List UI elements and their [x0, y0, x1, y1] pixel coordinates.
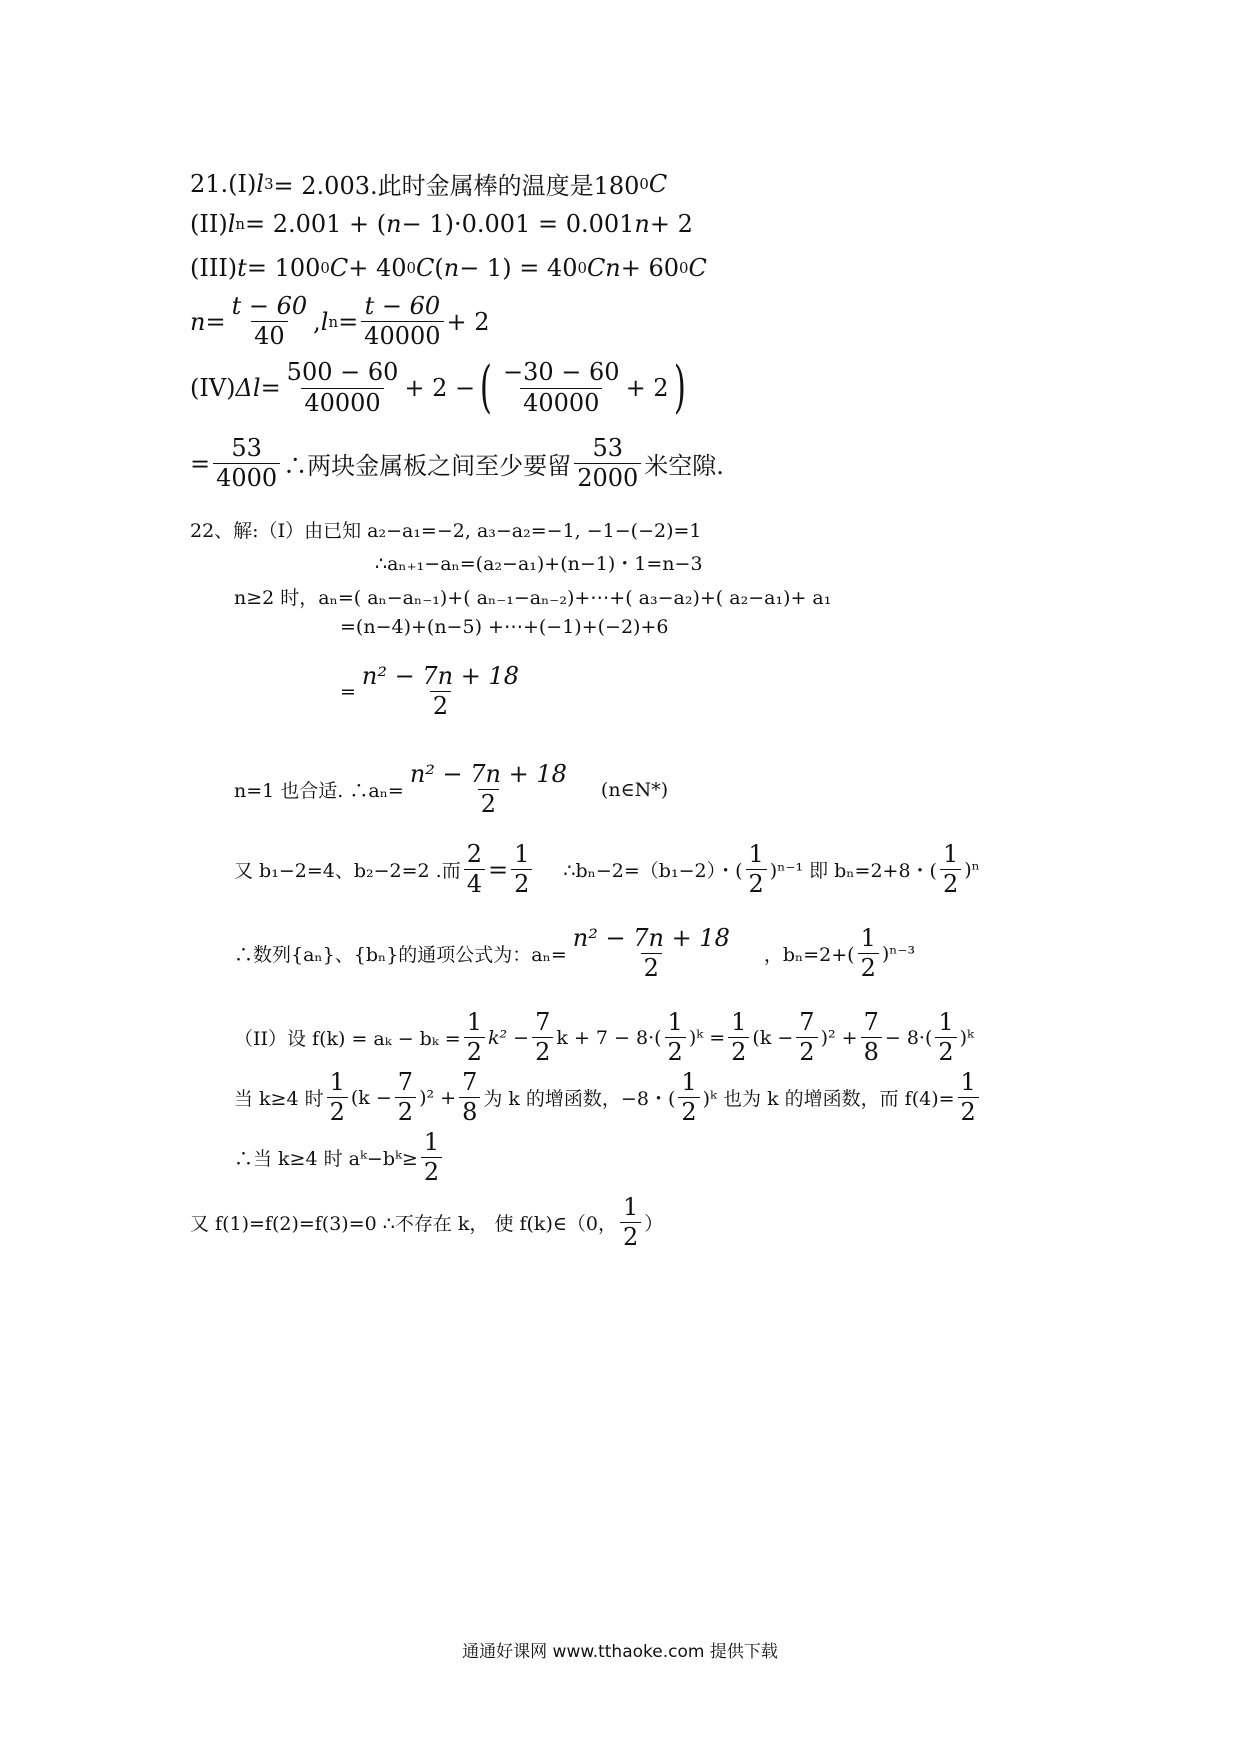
- q22-line-6: [234, 762, 668, 817]
- q21-line-6: [190, 436, 724, 491]
- fraction: [464, 1010, 485, 1065]
- q22-text: )ⁿ⁻³: [881, 942, 916, 965]
- denominator: 2: [430, 691, 451, 719]
- numerator: 1: [466, 1008, 483, 1036]
- q22-line-10: [234, 1070, 982, 1125]
- sup-0: 0: [406, 259, 416, 277]
- delta-l: Δl: [235, 374, 261, 402]
- fraction: [464, 842, 485, 897]
- denominator: 40000: [301, 388, 383, 416]
- unit-c: C: [688, 254, 707, 282]
- q21-part-label: (II): [190, 210, 228, 238]
- q22-text: )ⁿ⁻¹ 即 bₙ=2+8・(: [769, 860, 937, 883]
- q22-text: 又 b₁−2=4、b₂−2=2 .而: [234, 860, 461, 883]
- denominator: 2: [858, 953, 879, 981]
- numerator: 1: [938, 1008, 954, 1036]
- fraction: [361, 294, 443, 349]
- q22-line-2: [375, 549, 703, 576]
- denominator: 2: [511, 869, 532, 897]
- numerator: 1: [667, 1008, 683, 1036]
- q22-line-8: [234, 926, 915, 981]
- denominator: 2: [728, 1037, 749, 1065]
- var-n: n: [443, 254, 460, 282]
- fraction: [284, 360, 402, 415]
- numerator: 1: [329, 1068, 345, 1096]
- q21-line-5: [190, 355, 690, 420]
- denominator: 2: [464, 1037, 485, 1065]
- q21-line-4: [190, 294, 490, 349]
- page-footer: 通通好课网 www.tthaoke.com 提供下载: [462, 1642, 778, 1662]
- var-n: n: [190, 307, 206, 336]
- sup-0: 0: [320, 259, 330, 277]
- q22-text: (n∈N*): [600, 778, 669, 801]
- left-paren: (: [480, 355, 493, 420]
- expr: (k −: [350, 1086, 392, 1109]
- expr: = 2.001 + (: [244, 210, 387, 238]
- fraction: [327, 1070, 348, 1125]
- fraction: [532, 1010, 553, 1065]
- denominator: 2: [665, 1037, 686, 1065]
- denominator: 2: [620, 1222, 641, 1250]
- unit-c: C: [415, 254, 435, 282]
- q22-text: 又 f(1)=f(2)=f(3)=0 ∴不存在 k， 使 f(k)∈（0，: [190, 1213, 618, 1236]
- numerator: n² − 7n + 18: [572, 924, 730, 952]
- q21-line-1: [190, 166, 667, 201]
- comma: ,: [313, 307, 321, 336]
- fraction: [678, 1070, 699, 1125]
- expr: = 100: [246, 254, 321, 282]
- expr: + 60: [620, 254, 680, 282]
- expr: − 1) = 40: [459, 254, 578, 282]
- equals: =: [190, 449, 211, 478]
- numerator: 1: [731, 1008, 747, 1036]
- unit-c: C: [648, 169, 668, 198]
- var-n: n: [634, 210, 650, 238]
- numerator: 1: [860, 924, 876, 952]
- denominator: 40000: [520, 388, 602, 416]
- fraction: [421, 1130, 442, 1185]
- q22-line-11: [234, 1130, 445, 1185]
- numerator: −30 − 60: [503, 358, 620, 387]
- denominator: 40000: [361, 321, 443, 349]
- fraction: [935, 1010, 956, 1065]
- numerator: t − 60: [231, 292, 308, 320]
- q21-line-3: [190, 254, 707, 282]
- sup-0: 0: [639, 174, 649, 193]
- denominator: 2: [678, 1097, 699, 1125]
- q22-text: =(n−4)+(n−5) +⋯+(−1)+(−2)+6: [340, 616, 669, 638]
- q22-text: ∴aₙ₊₁−aₙ=(a₂−a₁)+(n−1)・1=n−3: [375, 553, 703, 575]
- denominator: 8: [459, 1097, 480, 1125]
- fraction: [958, 1070, 979, 1125]
- q22-line-4: [340, 616, 668, 638]
- fraction: [459, 1070, 480, 1125]
- var-t: t: [237, 254, 247, 282]
- q22-text: )ᵏ 也为 k 的增函数，而 f(4)=: [702, 1088, 955, 1111]
- expr: )² +: [419, 1086, 457, 1109]
- q21-part-label: 21.(I): [190, 169, 257, 198]
- denominator: 2: [796, 1037, 817, 1065]
- q22-line-7: [234, 842, 980, 897]
- fraction: [213, 436, 280, 491]
- denominator: 2: [532, 1037, 553, 1065]
- conclusion-text: 米空隙.: [644, 452, 724, 481]
- expr: )ᵏ =: [688, 1026, 726, 1049]
- numerator: 7: [535, 1008, 551, 1036]
- q22-line-3: [234, 583, 831, 610]
- denominator: 2: [958, 1097, 979, 1125]
- expr: + 2: [649, 210, 693, 238]
- denominator: 2: [478, 789, 499, 817]
- q22-line-1: [190, 516, 702, 543]
- expr: k² −: [488, 1026, 530, 1049]
- var-l: l: [256, 169, 265, 198]
- fraction: [511, 842, 532, 897]
- q22-text: ）: [644, 1213, 664, 1236]
- numerator: 500 − 60: [286, 358, 399, 387]
- q21-line-2: [190, 210, 693, 238]
- denominator: 2000: [574, 463, 641, 491]
- denominator: 2: [395, 1097, 416, 1125]
- q22-text: n≥2 时，aₙ=( aₙ−aₙ₋₁)+( aₙ₋₁−aₙ₋₂)+⋯+( a₃−a₂)+( a₂−a₁)+ a₁: [234, 587, 832, 609]
- fraction: [796, 1010, 817, 1065]
- q22-text: ∴bₙ−2=（b₁−2）・(: [563, 860, 743, 883]
- equals: =: [205, 307, 226, 336]
- expr: + 2: [625, 374, 669, 402]
- fraction: [620, 1195, 641, 1250]
- denominator: 4: [464, 869, 485, 897]
- q22-text: 为 k 的增函数，−8・(: [483, 1088, 676, 1111]
- fraction: [395, 1070, 416, 1125]
- sub-3: 3: [264, 174, 274, 193]
- expr: k + 7 − 8·(: [556, 1026, 662, 1049]
- numerator: 7: [799, 1008, 815, 1036]
- fraction: [861, 1010, 882, 1065]
- numerator: 7: [863, 1008, 879, 1036]
- fraction: [407, 762, 570, 817]
- fraction: [229, 294, 311, 349]
- q22-text: （II）设 f(k) = aₖ − bₖ =: [234, 1028, 461, 1051]
- q22-text: ，bₙ=2+(: [763, 944, 855, 967]
- equals: =: [338, 307, 359, 336]
- q21-text: = 2.003.此时金属棒的温度是180: [273, 172, 640, 200]
- numerator: 1: [748, 840, 764, 868]
- q22-text: ∴数列{aₙ}、{bₙ}的通项公式为：aₙ=: [234, 944, 567, 967]
- q22-text: 22、解:（I）由已知 a₂−a₁=−2, a₃−a₂=−1, −1−(−2)=1: [190, 520, 702, 542]
- q22-text: )ⁿ: [964, 858, 980, 881]
- denominator: 2: [641, 953, 662, 981]
- fraction: [359, 664, 522, 719]
- sup-0: 0: [577, 259, 587, 277]
- expr: + 2 −: [404, 374, 476, 402]
- denominator: 2: [421, 1157, 442, 1185]
- expr: − 8·(: [884, 1026, 933, 1049]
- q21-part-label: (III): [190, 254, 238, 282]
- numerator: 2: [466, 840, 482, 868]
- unit-cn: Cn: [586, 254, 621, 282]
- numerator: 1: [681, 1068, 697, 1096]
- numerator: 1: [423, 1128, 440, 1156]
- expr: (: [434, 254, 444, 282]
- q22-text: 当 k≥4 时: [234, 1088, 324, 1111]
- fraction: [574, 436, 641, 491]
- denominator: 2: [327, 1097, 348, 1125]
- q22-line-9: [234, 1010, 974, 1065]
- fraction: [940, 842, 961, 897]
- denominator: 8: [861, 1037, 882, 1065]
- expr: )ᵏ: [959, 1026, 974, 1049]
- numerator: n² − 7n + 18: [361, 662, 519, 690]
- expr: − 1)·0.001 = 0.001: [401, 210, 635, 238]
- denominator: 2: [746, 869, 767, 897]
- q22-text: n=1 也合适. ∴aₙ=: [234, 780, 404, 803]
- expr: )² +: [820, 1026, 858, 1049]
- denominator: 2: [940, 869, 961, 897]
- equals: =: [260, 374, 281, 402]
- var-n: n: [386, 210, 402, 238]
- right-paren: ): [673, 355, 686, 420]
- equals: =: [340, 680, 356, 703]
- conclusion-text: ∴两块金属板之间至少要留: [283, 452, 572, 481]
- fraction: [728, 1010, 749, 1065]
- q22-line-12: [190, 1195, 663, 1250]
- sub-n: n: [328, 312, 339, 331]
- var-l: l: [320, 307, 329, 336]
- numerator: 7: [397, 1068, 414, 1096]
- q21-part-label: (IV): [190, 374, 236, 402]
- expr: + 2: [446, 307, 490, 336]
- numerator: 1: [942, 840, 959, 868]
- equals: =: [488, 855, 509, 884]
- fraction: [746, 842, 767, 897]
- numerator: 53: [592, 434, 623, 462]
- numerator: 1: [514, 840, 530, 868]
- fraction: [500, 360, 623, 415]
- fraction: [570, 926, 733, 981]
- numerator: 1: [623, 1193, 639, 1221]
- sup-0: 0: [679, 259, 689, 277]
- numerator: t − 60: [364, 292, 441, 320]
- var-l: l: [227, 210, 236, 238]
- denominator: 40: [251, 321, 288, 349]
- expr: (k −: [752, 1026, 794, 1049]
- numerator: n² − 7n + 18: [409, 760, 567, 788]
- unit-c: C: [329, 254, 349, 282]
- fraction: [858, 926, 879, 981]
- fraction: [665, 1010, 686, 1065]
- q22-line-5: [340, 664, 525, 719]
- numerator: 1: [960, 1068, 976, 1096]
- sub-n: n: [235, 215, 245, 233]
- numerator: 53: [231, 434, 262, 462]
- numerator: 7: [462, 1068, 478, 1096]
- q22-text: ∴当 k≥4 时 aᵏ−bᵏ≥: [234, 1148, 418, 1171]
- denominator: 2: [935, 1037, 956, 1065]
- expr: + 40: [348, 254, 407, 282]
- denominator: 4000: [213, 463, 280, 491]
